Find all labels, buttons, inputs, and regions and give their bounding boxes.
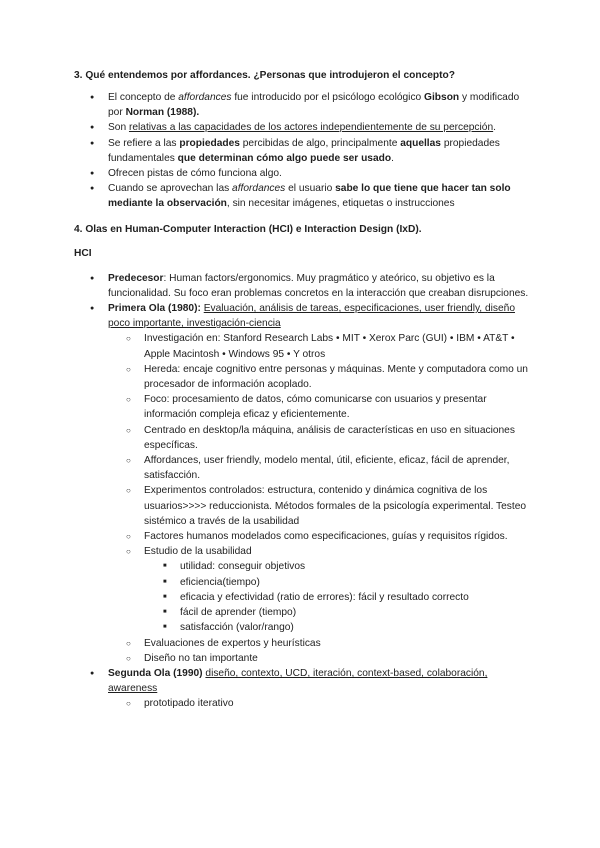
list-item: ■ fácil de aprender (tiempo) xyxy=(74,605,534,620)
list-item: ■ satisfacción (valor/rango) xyxy=(74,620,534,635)
hci-waves-list xyxy=(74,271,534,712)
list-item: ○ Affordances, user friendly, modelo mental, útil, eficiente, eficaz, fácil de aprender, satisfacción. xyxy=(74,453,534,483)
list-item: ○ Foco: procesamiento de datos, cómo comunicarse con usuarios y presentar información compleja eficaz y eficientemente. xyxy=(74,392,534,422)
list-item: ● Son relativas a las capacidades de los actores independientemente de su percepción. xyxy=(74,120,534,135)
list-item: ● El concepto de affordances fue introducido por el psicólogo ecológico Gibson y modificado por Norman (1988). xyxy=(74,90,534,120)
primera-ola-item: ● Primera Ola (1980): Evaluación, análisis de tareas, especificaciones, user friendly, diseño poco importante, investigación-ciencia ○ Investigación en: Stanford Research Labs • MIT • Xerox Parc (GUI) • IBM • AT&T • Apple Macintosh • Windows 95 • Y otros ○ Hereda: encaje cognitivo entre personas y máquinas. Mente y computadora como un procesador de información acoplado. ○ Foco: procesamiento de datos, cómo comunicarse con usuarios y presentar información compleja eficaz y eficientemente. ○ Centrado en desktop/la máquina, análisis de características en uso en situaciones específicas. ○ Affordances, user friendly, modelo mental, útil, eficiente, eficaz, fácil de aprender, satisfacción. ○ Experimentos controlados: estructura, contenido y dinámica cognitiva de los usuarios>>>> reduccionista. Métodos formales de la psicología experimental. Testeo sistémico a través de la usabilidad ○ Factores humanos modelados como especificaciones, guías y requisitos rígidos. ○ Estudio de la usabilidad ■ utilidad: conseguir objetivos ■ eficiencia(tiempo) ■ eficacia y efectividad (ratio de errores): fácil y resultado correcto ■ fácil de aprender (tiempo) ■ satisfacción (valor/rango) ○ Evaluaciones de expertos y heurísticas ○ Diseño no tan importante xyxy=(74,301,534,666)
list-item: ■ eficacia y efectividad (ratio de errores): fácil y resultado correcto xyxy=(74,590,534,605)
list-item: ○ Evaluaciones de expertos y heurísticas xyxy=(74,636,534,651)
list-item: ○ Diseño no tan importante xyxy=(74,651,534,666)
list-item: ■ eficiencia(tiempo) xyxy=(74,575,534,590)
segunda-ola-item: ● Segunda Ola (1990) diseño, contexto, UCD, iteración, context-based, colaboración, awareness ○ prototipado iterativo xyxy=(74,666,534,712)
primera-ola-sublist xyxy=(108,331,534,665)
list-item: ● Ofrecen pistas de cómo funciona algo. xyxy=(74,166,534,181)
list-item: ■ utilidad: conseguir objetivos xyxy=(74,559,534,574)
list-item: ○ Hereda: encaje cognitivo entre personas y máquinas. Mente y computadora como un procesador de información acoplado. xyxy=(74,362,534,392)
affordances-list xyxy=(74,90,534,212)
segunda-ola-sublist xyxy=(108,696,534,711)
predecesor-item: ● Predecesor: Human factors/ergonomics. Muy pragmático y ateórico, su objetivo es la funcionalidad. Su foco eran problemas concretos en la interacción que creaban disrupciones. xyxy=(74,271,534,301)
section-4-heading: 4. Olas en Human-Computer Interaction (HCI) e Interaction Design (IxD). xyxy=(74,223,422,235)
list-item: ○ prototipado iterativo xyxy=(74,696,534,711)
usability-item: ○ Estudio de la usabilidad ■ utilidad: conseguir objetivos ■ eficiencia(tiempo) ■ eficacia y efectividad (ratio de errores): fácil y resultado correcto ■ fácil de aprender (tiempo) ■ satisfacción (valor/rango) xyxy=(74,544,534,635)
document-content xyxy=(74,68,534,712)
list-item: ○ Centrado en desktop/la máquina, análisis de características en uso en situaciones específicas. xyxy=(74,423,534,453)
section-3-heading: 3. Qué entendemos por affordances. ¿Personas que introdujeron el concepto? xyxy=(74,70,455,81)
list-item: ○ Investigación en: Stanford Research Labs • MIT • Xerox Parc (GUI) • IBM • AT&T • Apple Macintosh • Windows 95 • Y otros xyxy=(74,331,534,361)
hci-subheading: HCI xyxy=(74,247,92,259)
usability-sublist xyxy=(144,559,534,635)
list-item: ● Cuando se aprovechan las affordances el usuario sabe lo que tiene que hacer tan solo mediante la observación, sin necesitar imágenes, etiquetas o instrucciones xyxy=(74,181,534,211)
list-item: ○ Factores humanos modelados como especificaciones, guías y requisitos rígidos. xyxy=(74,529,534,544)
list-item: ○ Experimentos controlados: estructura, contenido y dinámica cognitiva de los usuarios>>>> reduccionista. Métodos formales de la psicología experimental. Testeo sistémico a través de la usabilidad xyxy=(74,483,534,529)
list-item: ● Se refiere a las propiedades percibidas de algo, principalmente aquellas propiedades fundamentales que determinan cómo algo puede ser usado. xyxy=(74,136,534,166)
